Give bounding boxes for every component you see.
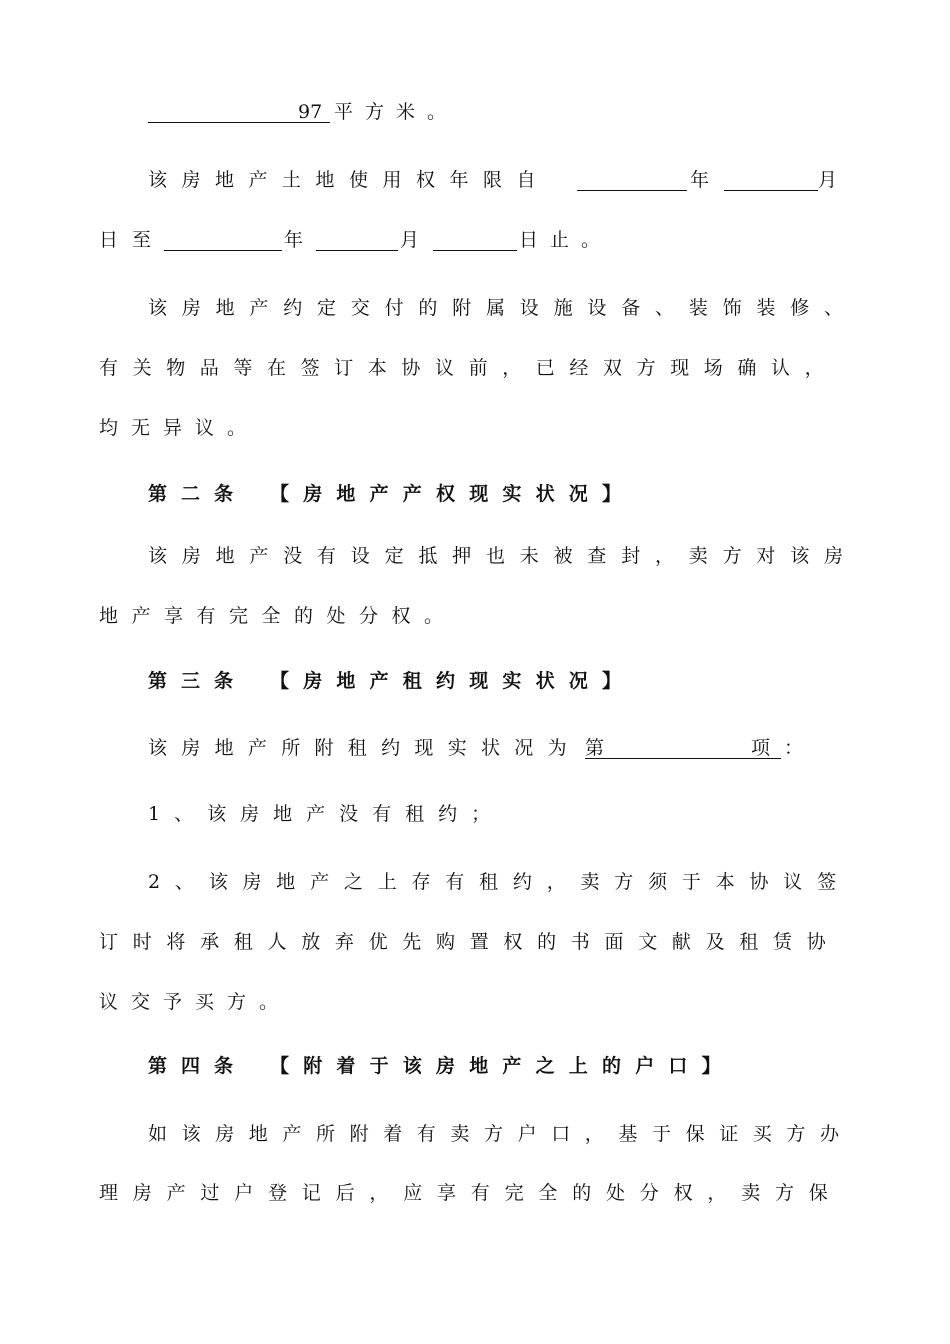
area-value: 97 xyxy=(298,101,323,123)
lease-item-prefix: 第 xyxy=(585,737,605,759)
day-to-text: 日至 xyxy=(99,229,166,251)
paragraph-line: 该房地产没有设定抵押也未被查封，卖方对该房 xyxy=(148,545,858,567)
lease-item-suffix: 项 xyxy=(751,737,771,759)
article-4-number: 第四条 xyxy=(148,1055,248,1077)
start-year-blank xyxy=(577,168,687,191)
start-month-blank xyxy=(724,168,818,191)
end-day-blank xyxy=(433,228,517,251)
article-2-number: 第二条 xyxy=(148,483,248,505)
paragraph-line: 订时将承租人放弃优先购置权的书面文献及租赁协 xyxy=(99,931,841,953)
lease-item-blank xyxy=(585,736,781,759)
area-unit: 平方米。 xyxy=(334,101,459,123)
end-day-text: 日止。 xyxy=(519,229,613,251)
end-month-label: 月 xyxy=(400,229,420,251)
start-month-label: 月 xyxy=(818,169,838,191)
article-3-number: 第三条 xyxy=(148,670,248,692)
lease-status-colon: ： xyxy=(784,737,804,759)
article-3-title: 【房地产租约现实状况】 xyxy=(270,670,636,692)
article-2-title: 【房地产产权现实状况】 xyxy=(270,483,636,505)
paragraph-line: 如该房地产所附着有卖方户口，基于保证买方办 xyxy=(148,1123,854,1145)
paragraph-line: 有关物品等在签订本协议前，已经双方现场确认， xyxy=(99,357,839,379)
start-year-label: 年 xyxy=(690,169,710,191)
paragraph-line: 均无异议。 xyxy=(99,417,260,439)
end-year-label: 年 xyxy=(284,229,304,251)
end-month-blank xyxy=(316,228,398,251)
paragraph-line: 理房产过户登记后，应享有完全的处分权，卖方保 xyxy=(99,1182,843,1204)
list-item-1: 1、该房地产没有租约； xyxy=(148,803,505,825)
list-item-2: 2、该房地产之上存有租约，卖方须于本协议签 xyxy=(148,871,851,893)
lease-status-text: 该房地产所附租约现实状况为 xyxy=(148,737,581,759)
area-blank xyxy=(148,100,330,123)
paragraph-line: 地产享有完全的处分权。 xyxy=(99,605,457,627)
paragraph-line: 该房地产约定交付的附属设施设备、装饰装修、 xyxy=(148,297,858,319)
article-4-title: 【附着于该房地产之上的户口】 xyxy=(270,1055,735,1077)
end-year-blank xyxy=(164,228,282,251)
land-use-term-text: 该房地产土地使用权年限自 xyxy=(148,169,551,191)
paragraph-line: 议交予买方。 xyxy=(99,991,292,1013)
